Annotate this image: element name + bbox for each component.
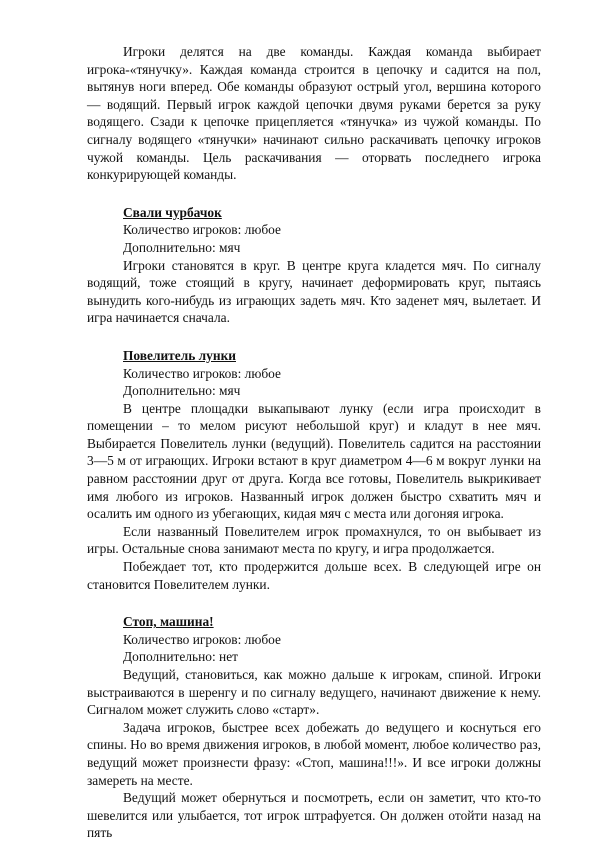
game-paragraph: Игроки становятся в круг. В центре круга кладется мяч. По сигналу водящий, тоже стоящий в кругу, начинает деформировать круг, пытаясь вынудить кого-нибудь из играющих задеть мяч. Кто заденет мяч, вылетает. И игра начинается сначала. [87,257,541,326]
game-section-2 [87,347,541,593]
intro-paragraph: Игроки делятся на две команды. Каждая команда выбирает игрока-«тянучку». Каждая команда строится в цепочку и садится на пол, вытянув ноги вперед. Обе команды образуют острый угол, вершина которого — водящий. Первый игрок каждой цепочки двумя руками берется за руку водящего. Сзади к цепочке прицепляется «тянучка» из чужой команды. По сигналу водящего «тянучки» начинают сильно раскачивать цепочку игроков чужой команды. Цель раскачивания — оторвать последнего игрока конкурирующей команды. [87,44,541,183]
game-paragraph: Ведущий, становиться, как можно дальше к игрокам, спиной. Игроки выстраиваются в шеренгу и по сигналу ведущего, начинают движение к нему. Сигналом может служить слово «старт». [87,667,541,718]
game-paragraph: В центре площадки выкапывают лунку (если игра происходит в помещении – то мелом рисуют небольшой круг) и кладут в нее мяч. Выбирается Повелитель лунки (ведущий). Повелитель садится на расстоянии 3—5 м от играющих. Игроки встают в круг диаметром 4—6 м вокруг лунки на равном расстоянии друг от друга. Когда все готовы, Повелитель выкрикивает имя любого из игроков. Названный игрок должен быстро схватить мяч и осалить им одного из убегающих, кидая мяч с места или догоняя игрока. [87,400,541,522]
game-paragraph: Побеждает тот, кто продержится дольше всех. В следующей игре он становится Повелителем лунки. [87,559,541,592]
game-title: Свали чурбачок [123,204,222,220]
game-extra: Дополнительно: мяч [123,383,241,399]
game-paragraph: Задача игроков, быстрее всех добежать до ведущего и коснуться его спины. Но во время движения игроков, в любой момент, любое количество раз, ведущий может произнести фразу: «Стоп, машина!!!». И все игроки должны замереть на месте. [87,719,541,788]
game-extra: Дополнительно: мяч [123,239,241,255]
game-players: Количество игроков: любое [123,365,281,381]
game-extra: Дополнительно: нет [123,649,239,665]
game-section-3 [87,613,541,842]
game-paragraph: Если названный Повелителем игрок промахнулся, то он выбывает из игры. Остальные снова занимают места по кругу, и игра продолжается. [87,523,541,557]
game-title: Повелитель лунки [123,347,236,363]
game-section-1 [87,204,541,327]
game-paragraph: Ведущий может обернуться и посмотреть, если он заметит, что кто-то шевелится или улыбается, тот игрок штрафуется. Он должен отойти назад на пять [87,790,541,841]
game-title: Стоп, машина! [123,614,214,630]
game-players: Количество игроков: любое [123,631,281,647]
game-players: Количество игроков: любое [123,222,281,238]
